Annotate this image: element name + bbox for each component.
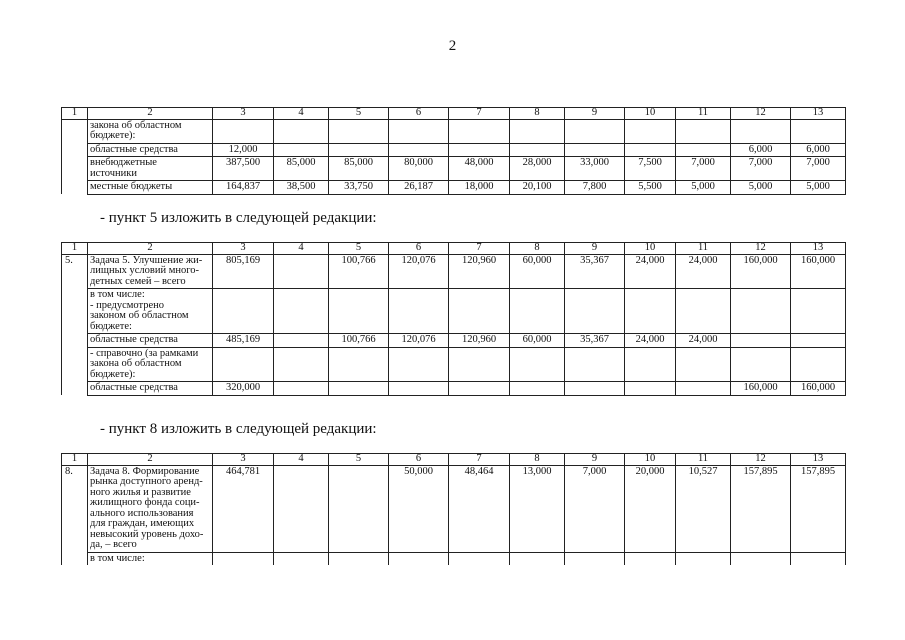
column-number-cell: 3 [213, 454, 274, 466]
value-cell: 26,187 [389, 181, 449, 195]
value-cell [213, 552, 274, 565]
value-cell: 6,000 [731, 143, 791, 157]
value-cell [625, 347, 676, 382]
value-cell [510, 552, 565, 565]
value-cell: 24,000 [676, 254, 731, 289]
column-number-cell: 12 [731, 108, 791, 120]
row-description-cell: в том числе: [88, 552, 213, 565]
budget-table-item-5 [61, 242, 846, 396]
value-cell: 5,000 [676, 181, 731, 195]
value-cell [329, 465, 389, 552]
value-cell: 18,000 [449, 181, 510, 195]
column-number-cell: 4 [274, 243, 329, 255]
value-cell: 60,000 [510, 254, 565, 289]
value-cell [676, 552, 731, 565]
value-cell: 24,000 [676, 334, 731, 348]
value-cell [565, 347, 625, 382]
value-cell [329, 347, 389, 382]
value-cell [449, 382, 510, 396]
value-cell: 387,500 [213, 157, 274, 181]
row-description-cell: Задача 5. Улучшение жи- лищных условий много- детных семей – всего [88, 254, 213, 289]
column-number-cell: 3 [213, 108, 274, 120]
budget-table-item-8 [61, 453, 846, 565]
value-cell [625, 119, 676, 143]
page-number: 2 [448, 38, 457, 54]
value-cell [676, 119, 731, 143]
value-cell: 120,076 [389, 334, 449, 348]
column-number-cell: 10 [625, 108, 676, 120]
column-number-cell: 2 [88, 243, 213, 255]
column-number-cell: 11 [676, 108, 731, 120]
row-description-cell: внебюджетные источники [88, 157, 213, 181]
column-number-cell: 7 [449, 243, 510, 255]
value-cell: 33,750 [329, 181, 389, 195]
row-index-cell: 8. [62, 465, 88, 552]
value-cell [676, 143, 731, 157]
value-cell: 38,500 [274, 181, 329, 195]
value-cell [791, 552, 846, 565]
table-row [62, 181, 846, 195]
value-cell: 120,960 [449, 254, 510, 289]
table-row [62, 254, 846, 289]
value-cell: 160,000 [731, 382, 791, 396]
column-number-cell: 10 [625, 454, 676, 466]
table-row [62, 289, 846, 334]
value-cell [213, 347, 274, 382]
value-cell: 20,100 [510, 181, 565, 195]
row-index-cell: 5. [62, 254, 88, 289]
column-number-cell: 13 [791, 243, 846, 255]
column-number-cell: 8 [510, 454, 565, 466]
value-cell [565, 382, 625, 396]
value-cell: 164,837 [213, 181, 274, 195]
value-cell [329, 552, 389, 565]
value-cell: 464,781 [213, 465, 274, 552]
column-number-cell: 7 [449, 108, 510, 120]
row-description-cell: закона об областном бюджете): [88, 119, 213, 143]
value-cell [510, 143, 565, 157]
column-number-cell: 6 [389, 243, 449, 255]
row-description-cell: Задача 8. Формирование рынка доступного аренд- ного жилья и развитие жилищного фонда соци- ального использования для граждан, имеющих невысокий уровень дохо- да, – всего [88, 465, 213, 552]
value-cell [389, 382, 449, 396]
column-number-cell: 1 [62, 108, 88, 120]
value-cell [510, 119, 565, 143]
value-cell: 100,766 [329, 254, 389, 289]
table-row [62, 157, 846, 181]
column-number-cell: 9 [565, 243, 625, 255]
value-cell [449, 119, 510, 143]
value-cell: 33,000 [565, 157, 625, 181]
column-number-cell: 13 [791, 454, 846, 466]
value-cell [676, 382, 731, 396]
value-cell [274, 347, 329, 382]
value-cell [449, 143, 510, 157]
value-cell [274, 382, 329, 396]
column-number-cell: 4 [274, 108, 329, 120]
value-cell: 50,000 [389, 465, 449, 552]
value-cell [676, 289, 731, 334]
row-description-cell: в том числе: - предусмотрено законом об областном бюджете: [88, 289, 213, 334]
value-cell [389, 552, 449, 565]
value-cell [389, 347, 449, 382]
column-number-cell: 13 [791, 108, 846, 120]
column-number-cell: 5 [329, 108, 389, 120]
column-number-cell: 1 [62, 243, 88, 255]
value-cell [449, 552, 510, 565]
column-number-row [62, 454, 846, 466]
column-number-cell: 2 [88, 454, 213, 466]
budget-table-continuation [61, 107, 846, 195]
value-cell: 157,895 [731, 465, 791, 552]
value-cell: 7,000 [731, 157, 791, 181]
value-cell [625, 382, 676, 396]
value-cell [274, 465, 329, 552]
column-number-cell: 12 [731, 243, 791, 255]
table-row [62, 334, 846, 348]
value-cell: 160,000 [731, 254, 791, 289]
column-number-cell: 5 [329, 243, 389, 255]
column-number-cell: 2 [88, 108, 213, 120]
value-cell: 48,000 [449, 157, 510, 181]
value-cell: 160,000 [791, 254, 846, 289]
value-cell [329, 382, 389, 396]
column-number-cell: 1 [62, 454, 88, 466]
column-number-cell: 5 [329, 454, 389, 466]
column-number-cell: 11 [676, 454, 731, 466]
value-cell [731, 334, 791, 348]
column-number-cell: 11 [676, 243, 731, 255]
value-cell: 85,000 [329, 157, 389, 181]
value-cell [449, 347, 510, 382]
value-cell [329, 119, 389, 143]
column-number-cell: 9 [565, 454, 625, 466]
value-cell [676, 347, 731, 382]
row-index-cell [62, 347, 88, 382]
value-cell [510, 289, 565, 334]
value-cell [389, 289, 449, 334]
value-cell: 35,367 [565, 254, 625, 289]
value-cell: 80,000 [389, 157, 449, 181]
column-number-cell: 12 [731, 454, 791, 466]
value-cell: 120,076 [389, 254, 449, 289]
value-cell: 85,000 [274, 157, 329, 181]
value-cell: 24,000 [625, 254, 676, 289]
value-cell: 12,000 [213, 143, 274, 157]
value-cell [625, 289, 676, 334]
value-cell [731, 119, 791, 143]
value-cell: 7,500 [625, 157, 676, 181]
value-cell [329, 143, 389, 157]
column-number-cell: 7 [449, 454, 510, 466]
value-cell [731, 552, 791, 565]
value-cell: 20,000 [625, 465, 676, 552]
value-cell [449, 289, 510, 334]
value-cell: 160,000 [791, 382, 846, 396]
row-index-cell [62, 289, 88, 334]
row-description-cell: - справочно (за рамками закона об областном бюджете): [88, 347, 213, 382]
table-row [62, 347, 846, 382]
row-index-cell [62, 119, 88, 143]
value-cell [565, 289, 625, 334]
value-cell: 48,464 [449, 465, 510, 552]
value-cell [510, 347, 565, 382]
value-cell: 5,000 [731, 181, 791, 195]
value-cell [389, 119, 449, 143]
row-description-cell: областные средства [88, 143, 213, 157]
value-cell [389, 143, 449, 157]
row-index-cell [62, 157, 88, 181]
row-index-cell [62, 181, 88, 195]
value-cell: 28,000 [510, 157, 565, 181]
column-number-cell: 6 [389, 108, 449, 120]
value-cell: 13,000 [510, 465, 565, 552]
row-index-cell [62, 334, 88, 348]
value-cell: 24,000 [625, 334, 676, 348]
value-cell: 7,000 [565, 465, 625, 552]
column-number-cell: 10 [625, 243, 676, 255]
column-number-cell: 8 [510, 243, 565, 255]
value-cell: 120,960 [449, 334, 510, 348]
value-cell [791, 334, 846, 348]
column-number-cell: 8 [510, 108, 565, 120]
value-cell: 805,169 [213, 254, 274, 289]
value-cell: 5,000 [791, 181, 846, 195]
column-number-row [62, 243, 846, 255]
value-cell [274, 289, 329, 334]
column-number-cell: 9 [565, 108, 625, 120]
table-row [62, 552, 846, 565]
instruction-heading-item-8: - пункт 8 изложить в следующей редакции: [100, 421, 377, 437]
value-cell [625, 552, 676, 565]
value-cell [274, 119, 329, 143]
value-cell [791, 347, 846, 382]
value-cell [731, 347, 791, 382]
value-cell [274, 143, 329, 157]
column-number-cell: 3 [213, 243, 274, 255]
row-index-cell [62, 382, 88, 396]
table-row [62, 143, 846, 157]
column-number-row [62, 108, 846, 120]
value-cell [329, 289, 389, 334]
instruction-heading-item-5: - пункт 5 изложить в следующей редакции: [100, 210, 377, 226]
value-cell: 7,800 [565, 181, 625, 195]
value-cell: 5,500 [625, 181, 676, 195]
value-cell: 100,766 [329, 334, 389, 348]
value-cell: 10,527 [676, 465, 731, 552]
value-cell [213, 119, 274, 143]
column-number-cell: 6 [389, 454, 449, 466]
value-cell: 7,000 [676, 157, 731, 181]
value-cell [274, 334, 329, 348]
value-cell [791, 119, 846, 143]
table-row [62, 465, 846, 552]
value-cell [565, 119, 625, 143]
value-cell: 7,000 [791, 157, 846, 181]
row-index-cell [62, 552, 88, 565]
value-cell: 157,895 [791, 465, 846, 552]
column-number-cell: 4 [274, 454, 329, 466]
value-cell [625, 143, 676, 157]
value-cell [791, 289, 846, 334]
value-cell: 485,169 [213, 334, 274, 348]
row-description-cell: местные бюджеты [88, 181, 213, 195]
value-cell: 35,367 [565, 334, 625, 348]
value-cell [565, 143, 625, 157]
value-cell: 320,000 [213, 382, 274, 396]
row-description-cell: областные средства [88, 334, 213, 348]
value-cell: 6,000 [791, 143, 846, 157]
table-row [62, 119, 846, 143]
value-cell [274, 254, 329, 289]
row-description-cell: областные средства [88, 382, 213, 396]
table-row [62, 382, 846, 396]
value-cell [510, 382, 565, 396]
value-cell [565, 552, 625, 565]
value-cell [213, 289, 274, 334]
value-cell [731, 289, 791, 334]
value-cell: 60,000 [510, 334, 565, 348]
row-index-cell [62, 143, 88, 157]
value-cell [274, 552, 329, 565]
